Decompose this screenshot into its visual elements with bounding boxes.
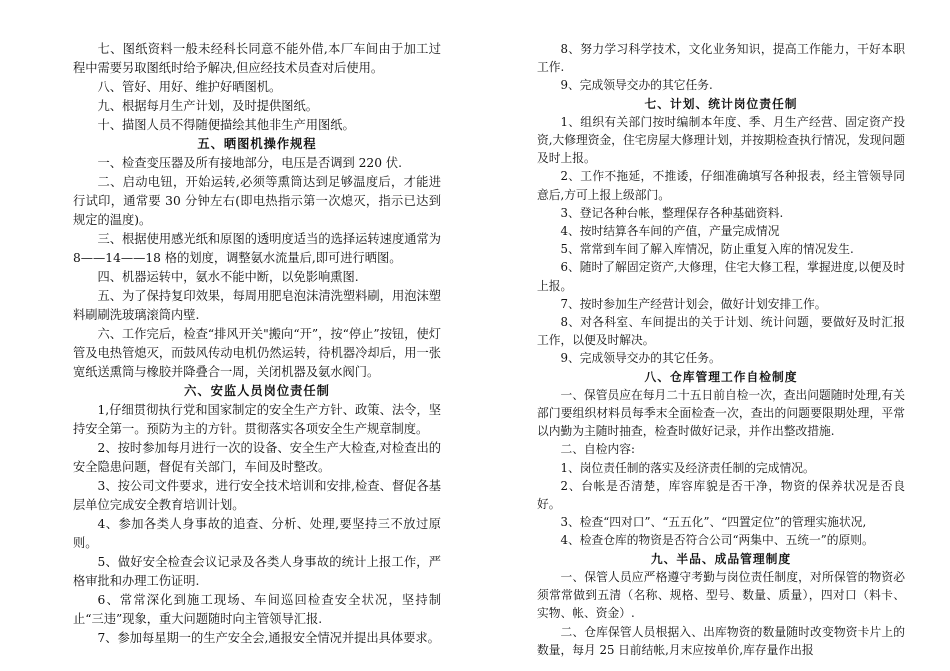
left-paragraph: 三、根据使用感光纸和原图的透明度适当的选择运转速度通常为 8——14——18 格的划度，调整氨水流量后,即可进行晒图。 <box>73 232 441 265</box>
left-paragraph: 八、管好、用好、维护好晒图机。 <box>97 80 282 94</box>
right-paragraph: 一、保管人员应严格遵守考勤与岗位责任制度，对所保管的物资必须常常做到五清（名称、规格、型号、数量、质量），四对口（料卡、实物、帐、资金）. <box>537 569 905 621</box>
right-paragraph: 9、完成领导交办的其它任务. <box>560 78 713 93</box>
right-paragraph: 1、组织有关部门按时编制本年度、季、月生产经营、固定资产投资,大修理资金，住宅房屋大修理计划，并按期检查执行情况，发现问题及时上报。 <box>537 114 905 166</box>
left-paragraph: 二、启动电钮，开始运转,必须等熏筒达到足够温度后，才能进行试印，通常要 30 分钟左右(即电热指示第一次熄灭，指示已达到规定的温度)。 <box>73 175 441 227</box>
left-paragraph: 1,仔细贯彻执行党和国家制定的安全生产方针、政策、法令，坚持安全第一。预防为主的方针。贯彻落实各项安全生产规章制度。 <box>73 403 441 436</box>
left-paragraph: 六、工作完后，检查“排风开关"搬向“开”，按“停止”按钮，使灯管及电热管熄灭，而鼓风传动电机仍然运转，待机器冷却后，用一张宽纸送熏筒与橡胶并降叠合一周，关闭机器及氨水阀门。 <box>73 327 441 379</box>
left-paragraph: 5、做好安全检查会议记录及各类人身事故的统计上报工作，严格审批和办理工伤证明. <box>73 555 441 588</box>
right-section-heading: 七、计划、统计岗位责任制 <box>644 96 798 111</box>
left-section-heading: 五、晒图机操作规程 <box>197 137 317 151</box>
left-paragraph: 五、为了保持复印效果，每周用肥皂泡沫清洗塑料刷，用泡沫塑料刷刷洗玻璃滚筒内壁. <box>73 289 441 322</box>
right-paragraph: 二、自检内容: <box>560 442 635 457</box>
right-paragraph: 6、随时了解固定资产,大修理，住宅大修工程，掌握进度,以便及时上报。 <box>537 260 905 293</box>
right-paragraph: 3、登记各种台帐，整理保存各种基础资料. <box>560 205 784 220</box>
right-paragraph: 5、常常到车间了解入库情况，防止重复入库的情况发生. <box>560 242 854 257</box>
left-paragraph: 2、按时参加每月进行一次的设备、安全生产大检查,对检查出的安全隐患问题，督促有关部门，车间及时整改。 <box>73 441 441 474</box>
left-column <box>73 40 441 648</box>
left-paragraph: 7、参加每星期一的生产安全会,通报安全情况并提出具体要求。 <box>97 631 440 645</box>
right-paragraph: 9、完成领导交办的其它任务。 <box>560 351 721 366</box>
right-paragraph: 2、台帐是否清楚，库容库貌是否干净，物资的保养状况是否良好。 <box>537 478 905 512</box>
left-paragraph: 一、检查变压器及所有接地部分，电压是否调到 220 伏. <box>97 156 403 170</box>
left-section-heading: 六、安监人员岗位责任制 <box>184 384 330 398</box>
right-paragraph: 7、按时参加生产经营计划会，做好计划安排工作。 <box>560 296 827 311</box>
left-paragraph: 6、常常深化到施工现场、车间巡回检查安全状况，坚持制止“三违”现象，重大问题随时向主管领导汇报. <box>73 593 441 626</box>
right-paragraph: 4、检查仓库的物资是否符合公司“两集中、五统一”的原则。 <box>560 533 874 548</box>
right-paragraph: 一、保管员应在每月二十五日前自检一次，查出问题随时处理,有关部门要组织材料员每季末全面检查一次，查出的问题要限期处理，平常以内勤为主随时抽查，检查时做好记录，并作出整改措施. <box>537 387 905 439</box>
left-paragraph: 4、参加各类人身事故的追查、分析、处理,要坚持三不放过原则。 <box>73 517 441 550</box>
right-paragraph: 8、努力学习科学技术，文化业务知识，提高工作能力，干好本职工作. <box>537 42 905 75</box>
right-paragraph: 2、工作不拖延，不推诿，仔细准确填写各种报表，经主管领导同意后,方可上报上级部门。 <box>537 169 905 202</box>
right-paragraph: 1、岗位责任制的落实及经济责任制的完成情况。 <box>560 460 815 475</box>
left-paragraph: 七、图纸资料一般未经科长同意不能外借,本厂车间由于加工过程中需要另取图纸时给予解决,但应经技术员查对后使用。 <box>73 42 441 75</box>
left-paragraph: 九、根据每月生产计划，及时提供图纸。 <box>97 99 318 113</box>
left-paragraph: 四、机器运转中，氨水不能中断，以免影响熏图. <box>97 270 359 284</box>
right-section-heading: 八、仓库管理工作自检制度 <box>644 369 798 384</box>
right-column <box>537 40 905 659</box>
right-paragraph: 4、按时结算各车间的产值，产量完成情况 <box>560 224 780 239</box>
right-paragraph: 8、对各科室、车间提出的关于计划、统计问题，要做好及时汇报工作，以便及时解决。 <box>537 315 905 348</box>
right-paragraph: 3、检查“四对口”、“五五化”、“四置定位”的管理实施状况, <box>560 515 867 530</box>
left-paragraph: 3、按公司文件要求，进行安全技术培训和安排,检查、督促各基层单位完成安全教育培训计划。 <box>73 479 441 512</box>
right-section-heading: 九、半品、成品管理制度 <box>650 551 792 566</box>
left-paragraph: 十、描图人员不得随便描绘其他非生产用图纸。 <box>97 118 355 132</box>
right-paragraph: 二、仓库保管人员根据入、出库物资的数量随时改变物资卡片上的数量，每月 25 日前结帐,月末应按单价,库存量作出报 <box>537 624 905 657</box>
